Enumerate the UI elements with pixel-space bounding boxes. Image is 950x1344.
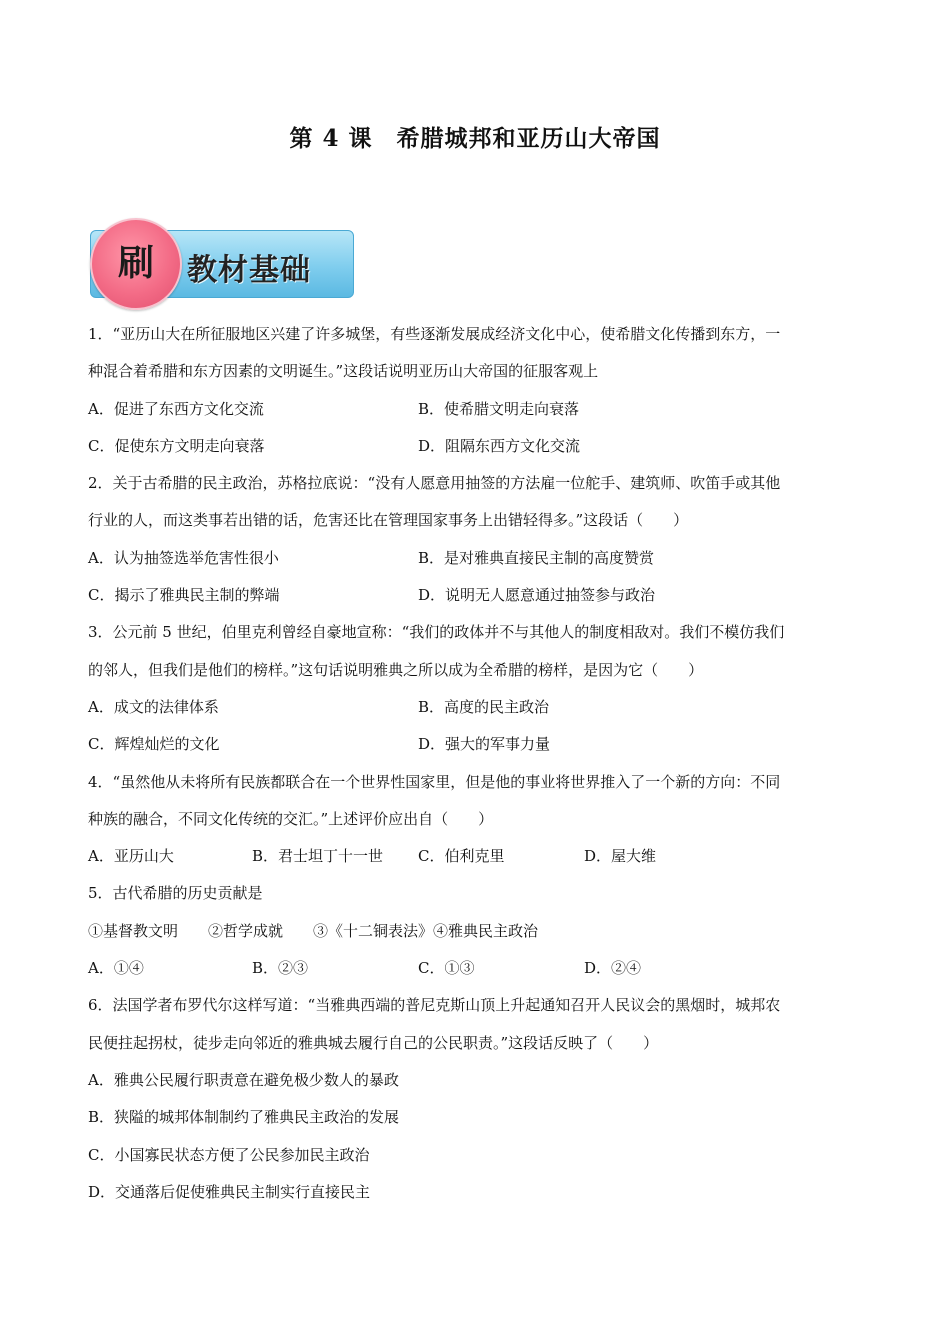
question-5-option-b: B．②③ bbox=[252, 959, 309, 978]
question-list bbox=[88, 316, 868, 1211]
question-1-option-c: C．促使东方文明走向衰落 bbox=[88, 436, 265, 455]
question-6-option-b: B．狭隘的城邦体制制约了雅典民主政治的发展 bbox=[88, 1108, 400, 1127]
question-2-options-row-2 bbox=[88, 577, 868, 614]
question-1-option-b: B．使希腊文明走向衰落 bbox=[418, 399, 580, 418]
question-5-items: ①基督教文明 ②哲学成就 ③《十二铜表法》④雅典民主政治 bbox=[88, 921, 539, 940]
question-1-option-a: A．促进了东西方文化交流 bbox=[88, 399, 264, 418]
question-4-stem-line-2: 种族的融合，不同文化传统的交汇。”上述评价应出自（ ） bbox=[88, 809, 494, 828]
question-4-option-b: B．君士坦丁十一世 bbox=[252, 847, 384, 866]
section-banner bbox=[90, 218, 354, 300]
banner-badge-text: 刷 bbox=[117, 242, 154, 284]
question-3-option-b: B．高度的民主政治 bbox=[418, 697, 550, 716]
page-title: 第 4 课 希腊城邦和亚历山大帝国 bbox=[289, 125, 661, 152]
question-3-option-c: C．辉煌灿烂的文化 bbox=[88, 735, 220, 754]
question-3-option-a: A．成文的法律体系 bbox=[88, 697, 219, 716]
question-3-options-row-2 bbox=[88, 726, 868, 763]
question-5-options-row bbox=[88, 950, 868, 987]
question-5-option-d: D．②④ bbox=[584, 959, 642, 978]
question-4-option-a: A．亚历山大 bbox=[88, 847, 174, 866]
question-1-option-d: D．阻隔东西方文化交流 bbox=[418, 436, 581, 455]
question-5-option-a: A．①④ bbox=[88, 959, 144, 978]
question-2-option-a: A．认为抽签选举危害性很小 bbox=[88, 548, 279, 567]
question-6-option-d: D．交通落后促使雅典民主制实行直接民主 bbox=[88, 1182, 371, 1201]
question-3-option-d: D．强大的军事力量 bbox=[418, 735, 551, 754]
question-6-stem-line-2: 民便拄起拐杖，徒步走向邻近的雅典城去履行自己的公民职责。”这段话反映了（ ） bbox=[88, 1033, 659, 1052]
question-4-option-c: C．伯利克里 bbox=[418, 847, 505, 866]
question-2-stem-line-1: 2．关于古希腊的民主政治，苏格拉底说：“没有人愿意用抽签的方法雇一位舵手、建筑师、吹笛手或其他 bbox=[88, 474, 781, 493]
question-3-options-row-1 bbox=[88, 689, 868, 726]
question-1-options-row-1 bbox=[88, 391, 868, 428]
banner-badge-circle bbox=[90, 218, 182, 310]
question-6-option-c: C．小国寡民状态方便了公民参加民主政治 bbox=[88, 1145, 370, 1164]
question-1-stem-line-1: 1．“亚历山大在所征服地区兴建了许多城堡，有些逐渐发展成经济文化中心，使希腊文化传播到东方，一 bbox=[88, 325, 781, 343]
question-2-option-d: D．说明无人愿意通过抽签参与政治 bbox=[418, 586, 656, 605]
question-6-stem-line-1: 6．法国学者布罗代尔这样写道：“当雅典西端的普尼克斯山顶上升起通知召开人民议会的黑烟时，城邦农 bbox=[88, 996, 781, 1015]
banner-label: 教材基础 bbox=[187, 253, 311, 288]
question-5-option-c: C．①③ bbox=[418, 959, 475, 978]
question-3-stem-line-1: 3．公元前 5 世纪，伯里克利曾经自豪地宣称：“我们的政体并不与其他人的制度相敌对。我们不模仿我们 bbox=[88, 623, 785, 642]
question-1-stem-line-2: 种混合着希腊和东方因素的文明诞生。”这段话说明亚历山大帝国的征服客观上 bbox=[88, 362, 599, 381]
question-2-option-c: C．揭示了雅典民主制的弊端 bbox=[88, 586, 280, 605]
question-4-option-d: D．屋大维 bbox=[584, 847, 657, 866]
question-5-stem-line-1: 5．古代希腊的历史贡献是 bbox=[88, 884, 263, 903]
question-1-options-row-2 bbox=[88, 428, 868, 465]
question-3-stem-line-2: 的邻人，但我们是他们的榜样。”这句话说明雅典之所以成为全希腊的榜样，是因为它（ ） bbox=[88, 660, 704, 679]
question-4-options-row bbox=[88, 838, 868, 875]
question-2-stem-line-2: 行业的人，而这类事若出错的话，危害还比在管理国家事务上出错轻得多。”这段话（ ） bbox=[88, 511, 689, 530]
question-4-stem-line-1: 4．“虽然他从未将所有民族都联合在一个世界性国家里，但是他的事业将世界推入了一个新的方向：不同 bbox=[88, 772, 781, 791]
question-2-options-row-1 bbox=[88, 540, 868, 577]
question-6-option-a: A．雅典公民履行职责意在避免极少数人的暴政 bbox=[88, 1070, 399, 1089]
question-2-option-b: B．是对雅典直接民主制的高度赞赏 bbox=[418, 548, 655, 567]
